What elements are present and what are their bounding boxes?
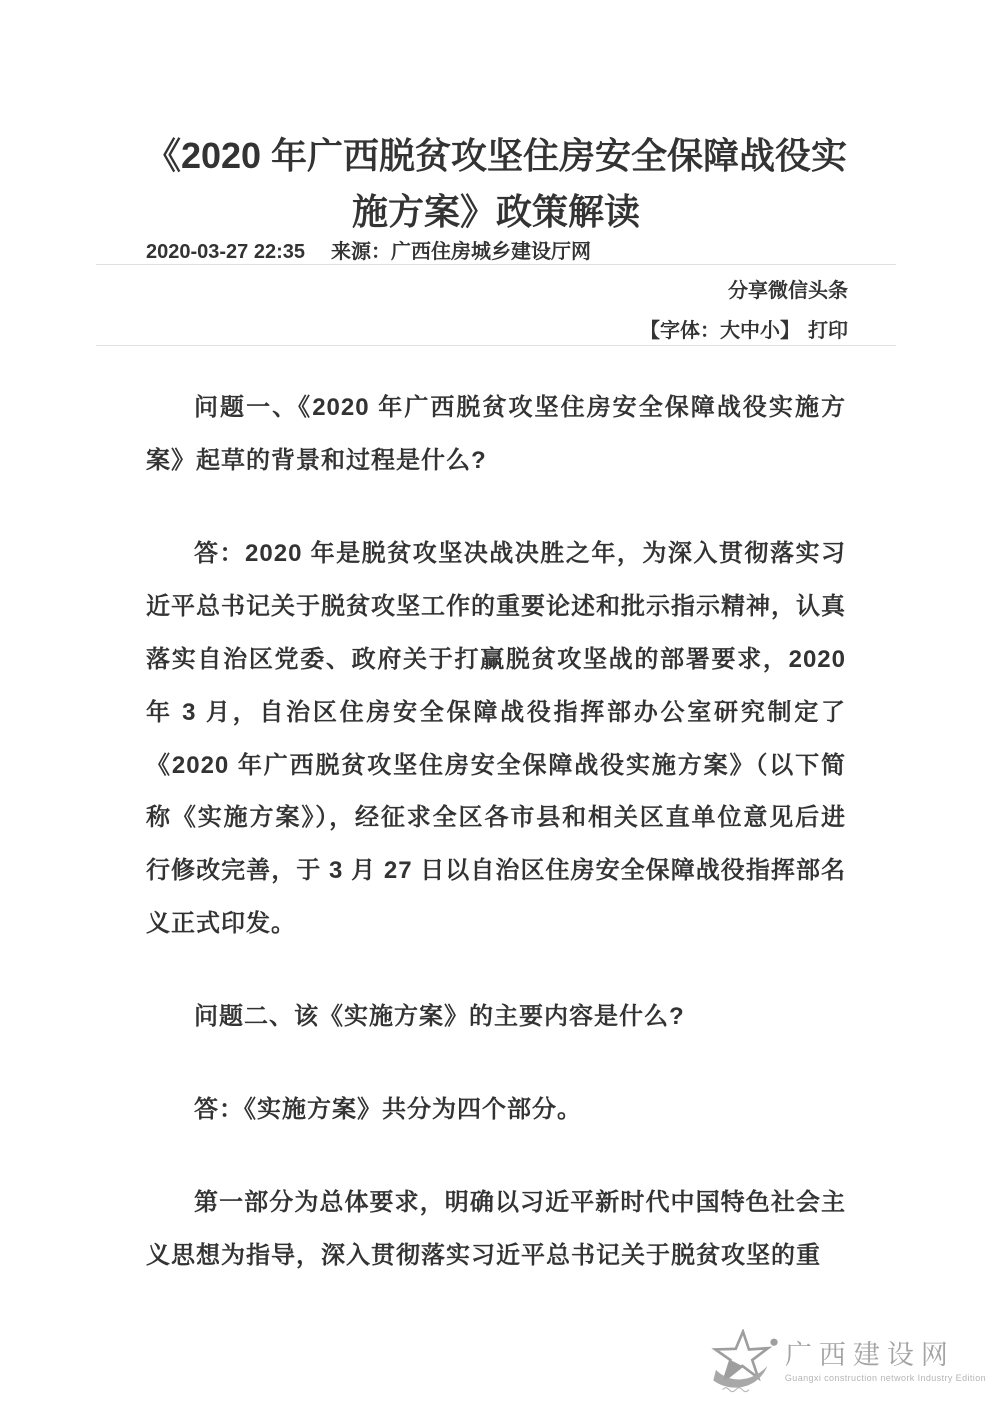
share-label[interactable]: 分享 xyxy=(728,279,768,302)
article-paragraph: 第一部分为总体要求，明确以习近平新时代中国特色社会主义思想为指导，深入贯彻落实习近平总书记关于脱贫攻坚的重 xyxy=(146,1189,846,1270)
print-button[interactable]: 打印 xyxy=(808,319,848,342)
font-size-label-close: 】 xyxy=(780,319,800,342)
watermark-site-name: 广西建设网 xyxy=(784,1340,955,1371)
article-paragraph: 答：2020 年是脱贫攻坚决战决胜之年，为深入贯彻落实习近平总书记关于脱贫攻坚工作的重要论述和批示指示精神，认真落实自治区党委、政府关于打赢脱贫攻坚战的部署要求，2020 年 3 月，自治区住房安全保障战役指挥部办公室研究制定了《2020 年广西脱贫攻坚住房安全保障战役实施方案》（以下简称《实施方案》），经征求全区各市县和相关区直单位意见后进行修改完善，于 3 月 27 日以自治区住房安全保障战役指挥部名义正式印发。 xyxy=(146,539,846,938)
divider-top xyxy=(96,264,896,265)
article-paragraph: 答：《实施方案》共分为四个部分。 xyxy=(194,1096,582,1124)
share-toutiao-link[interactable]: 头条 xyxy=(808,279,848,302)
font-size-row xyxy=(96,319,896,343)
question-paragraph: 问题一、《2020 年广西脱贫攻坚住房安全保障战役实施方案》起草的背景和过程是什么? xyxy=(146,393,846,474)
watermark-tagline: Guangxi construction network Industry Edition xyxy=(784,1372,986,1383)
share-wechat-link[interactable]: 微信 xyxy=(768,279,808,302)
question-paragraph: 问题二、该《实施方案》的主要内容是什么? xyxy=(194,1003,685,1031)
publish-date: 2020-03-27 22:35 xyxy=(146,240,306,263)
source-label: 来源： xyxy=(331,240,392,263)
font-size-small-button[interactable]: 小 xyxy=(760,319,780,342)
font-size-large-button[interactable]: 大 xyxy=(720,319,740,342)
article-body xyxy=(96,346,896,1284)
article-page xyxy=(96,0,896,1283)
share-row xyxy=(96,279,896,303)
page-title: 《2020 年广西脱贫攻坚住房安全保障战役实施方案》政策解读 xyxy=(144,135,848,232)
site-watermark xyxy=(705,1329,986,1395)
watermark-text xyxy=(785,1341,986,1383)
star-logo-icon xyxy=(705,1329,781,1395)
source-name: 广西住房城乡建设厅网 xyxy=(391,240,592,263)
article-meta xyxy=(96,240,896,264)
font-size-label: 【字体： xyxy=(640,319,720,342)
font-size-medium-button[interactable]: 中 xyxy=(740,319,760,342)
